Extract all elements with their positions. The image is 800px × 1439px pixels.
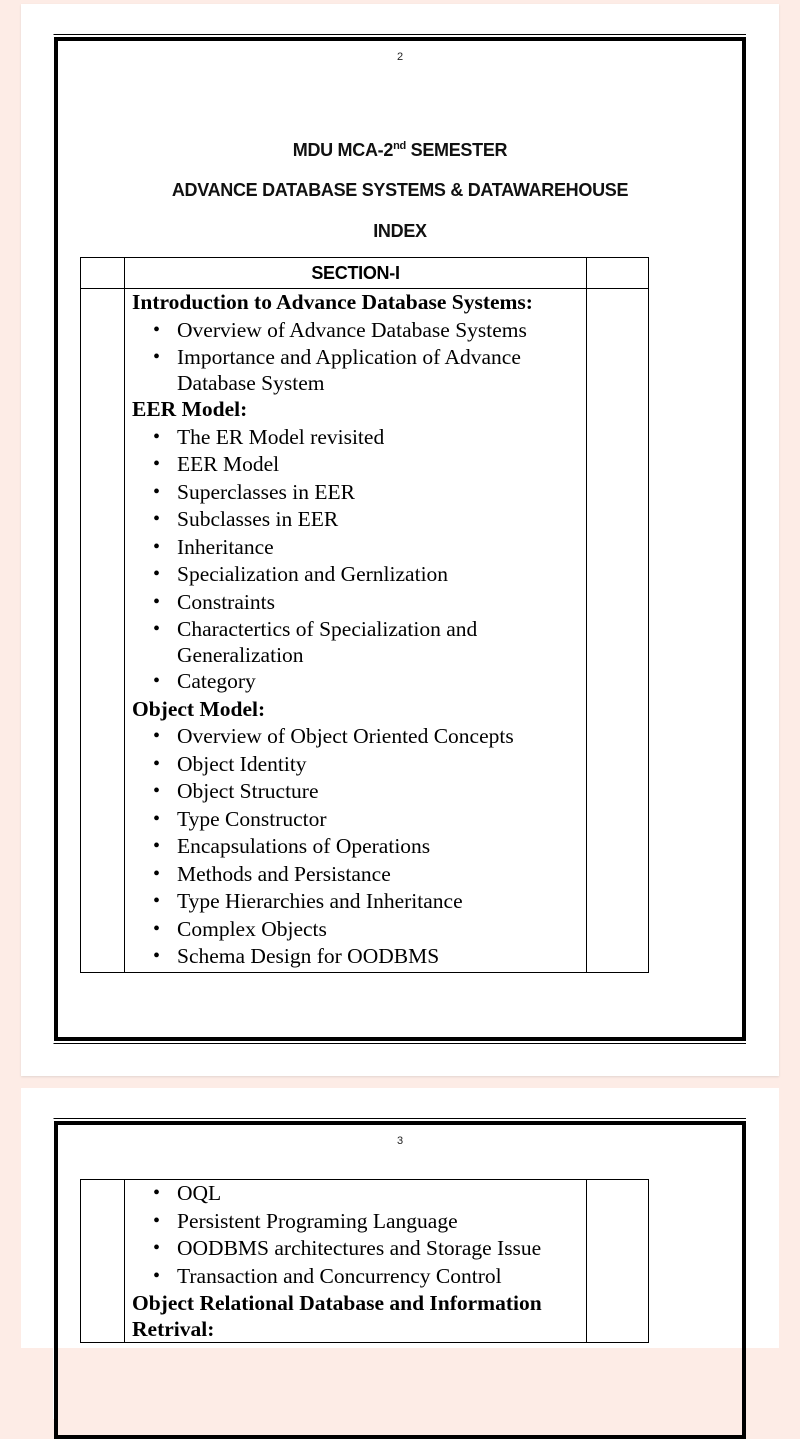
- bullet-icon: •: [153, 1237, 161, 1259]
- list-item: • Category: [177, 668, 580, 696]
- table-row: [81, 1180, 649, 1343]
- table-cell-empty: [81, 258, 125, 289]
- table-content-cell: [125, 1180, 587, 1343]
- topic-list: [132, 723, 580, 971]
- list-item: • Type Hierarchies and Inheritance: [177, 888, 580, 916]
- group-heading: Object Relational Database and Information Retrival:: [132, 1291, 542, 1341]
- bullet-icon: •: [153, 425, 161, 448]
- bullet-icon: •: [153, 917, 161, 940]
- list-item: • Subclasses in EER: [177, 506, 580, 534]
- title-semester: [21, 140, 779, 161]
- group-heading: Object Model:: [132, 696, 266, 721]
- bullet-icon: •: [153, 563, 161, 585]
- list-item: • OQL: [177, 1180, 580, 1208]
- title-semester-suffix: SEMESTER: [405, 140, 508, 160]
- section-header: SECTION-I: [125, 258, 587, 289]
- list-item: • Overview of Object Oriented Concepts: [177, 723, 580, 751]
- list-item: • Complex Objects: [177, 916, 580, 944]
- table-cell-empty: [587, 289, 649, 973]
- list-item: • Superclasses in EER: [177, 479, 580, 507]
- bullet-icon: •: [153, 807, 161, 830]
- bullet-icon: •: [153, 346, 161, 368]
- index-table: [80, 257, 649, 973]
- topic-list: [132, 1180, 580, 1290]
- bullet-icon: •: [153, 835, 161, 857]
- table-cell-empty: [81, 289, 125, 973]
- bullet-icon: •: [153, 480, 161, 503]
- bullet-icon: •: [153, 508, 161, 530]
- table-cell-empty: [587, 258, 649, 289]
- topic-list: [132, 317, 580, 397]
- title-subject: ADVANCE DATABASE SYSTEMS & DATAWAREHOUSE: [171, 180, 629, 200]
- group-heading: EER Model:: [132, 397, 248, 421]
- table-cell-empty: [81, 1180, 125, 1343]
- bullet-icon: •: [153, 670, 161, 692]
- table-cell-empty: [587, 1180, 649, 1343]
- bullet-icon: •: [153, 590, 161, 613]
- list-item: • Object Structure: [177, 778, 580, 806]
- topic-list: [132, 424, 580, 696]
- list-item: • OODBMS architectures and Storage Issue: [177, 1235, 580, 1263]
- list-item: • EER Model: [177, 451, 580, 479]
- group-heading: Introduction to Advance Database Systems:: [132, 290, 533, 314]
- title-semester-sup: nd: [393, 140, 406, 152]
- list-item: • The ER Model revisited: [177, 424, 580, 452]
- list-item: • Object Identity: [177, 751, 580, 779]
- page-number: 3: [396, 1135, 404, 1147]
- list-item: • Schema Design for OODBMS: [177, 943, 580, 971]
- list-item: • Charactertics of Specialization and Generalization: [153, 617, 478, 667]
- list-item: • Importance and Application of Advance Database System: [153, 345, 521, 395]
- table-content-cell: [125, 289, 587, 973]
- list-item: • Constraints: [177, 589, 580, 617]
- bullet-icon: •: [153, 862, 161, 885]
- list-item: • Specialization and Gernlization: [177, 561, 580, 589]
- bullet-icon: •: [153, 318, 161, 341]
- bullet-icon: •: [153, 618, 161, 640]
- bullet-icon: •: [153, 752, 161, 775]
- title-semester-prefix: MDU MCA-2: [292, 140, 394, 160]
- list-item: • Type Constructor: [177, 806, 580, 834]
- bullet-icon: •: [153, 890, 161, 912]
- list-item: • Methods and Persistance: [177, 861, 580, 889]
- bullet-icon: •: [153, 1209, 161, 1232]
- list-item: • Transaction and Concurrency Control: [177, 1263, 580, 1291]
- bullet-icon: •: [153, 780, 161, 802]
- bullet-icon: •: [153, 725, 161, 747]
- list-item: • Overview of Advance Database Systems: [177, 317, 580, 345]
- bullet-icon: •: [153, 453, 161, 475]
- document-page-2: [21, 4, 779, 1076]
- list-item: • Persistent Programing Language: [177, 1208, 580, 1236]
- bullet-icon: •: [153, 945, 161, 967]
- page-number: 2: [396, 51, 404, 63]
- list-item: • Encapsulations of Operations: [177, 833, 580, 861]
- table-header-row: [81, 258, 649, 289]
- index-table: [80, 1179, 649, 1343]
- bullet-icon: •: [153, 535, 161, 558]
- document-page-3: [21, 1088, 779, 1348]
- table-row: [81, 289, 649, 973]
- bullet-icon: •: [153, 1182, 161, 1204]
- bullet-icon: •: [153, 1264, 161, 1287]
- list-item: • Inheritance: [177, 534, 580, 562]
- title-index: INDEX: [373, 221, 427, 241]
